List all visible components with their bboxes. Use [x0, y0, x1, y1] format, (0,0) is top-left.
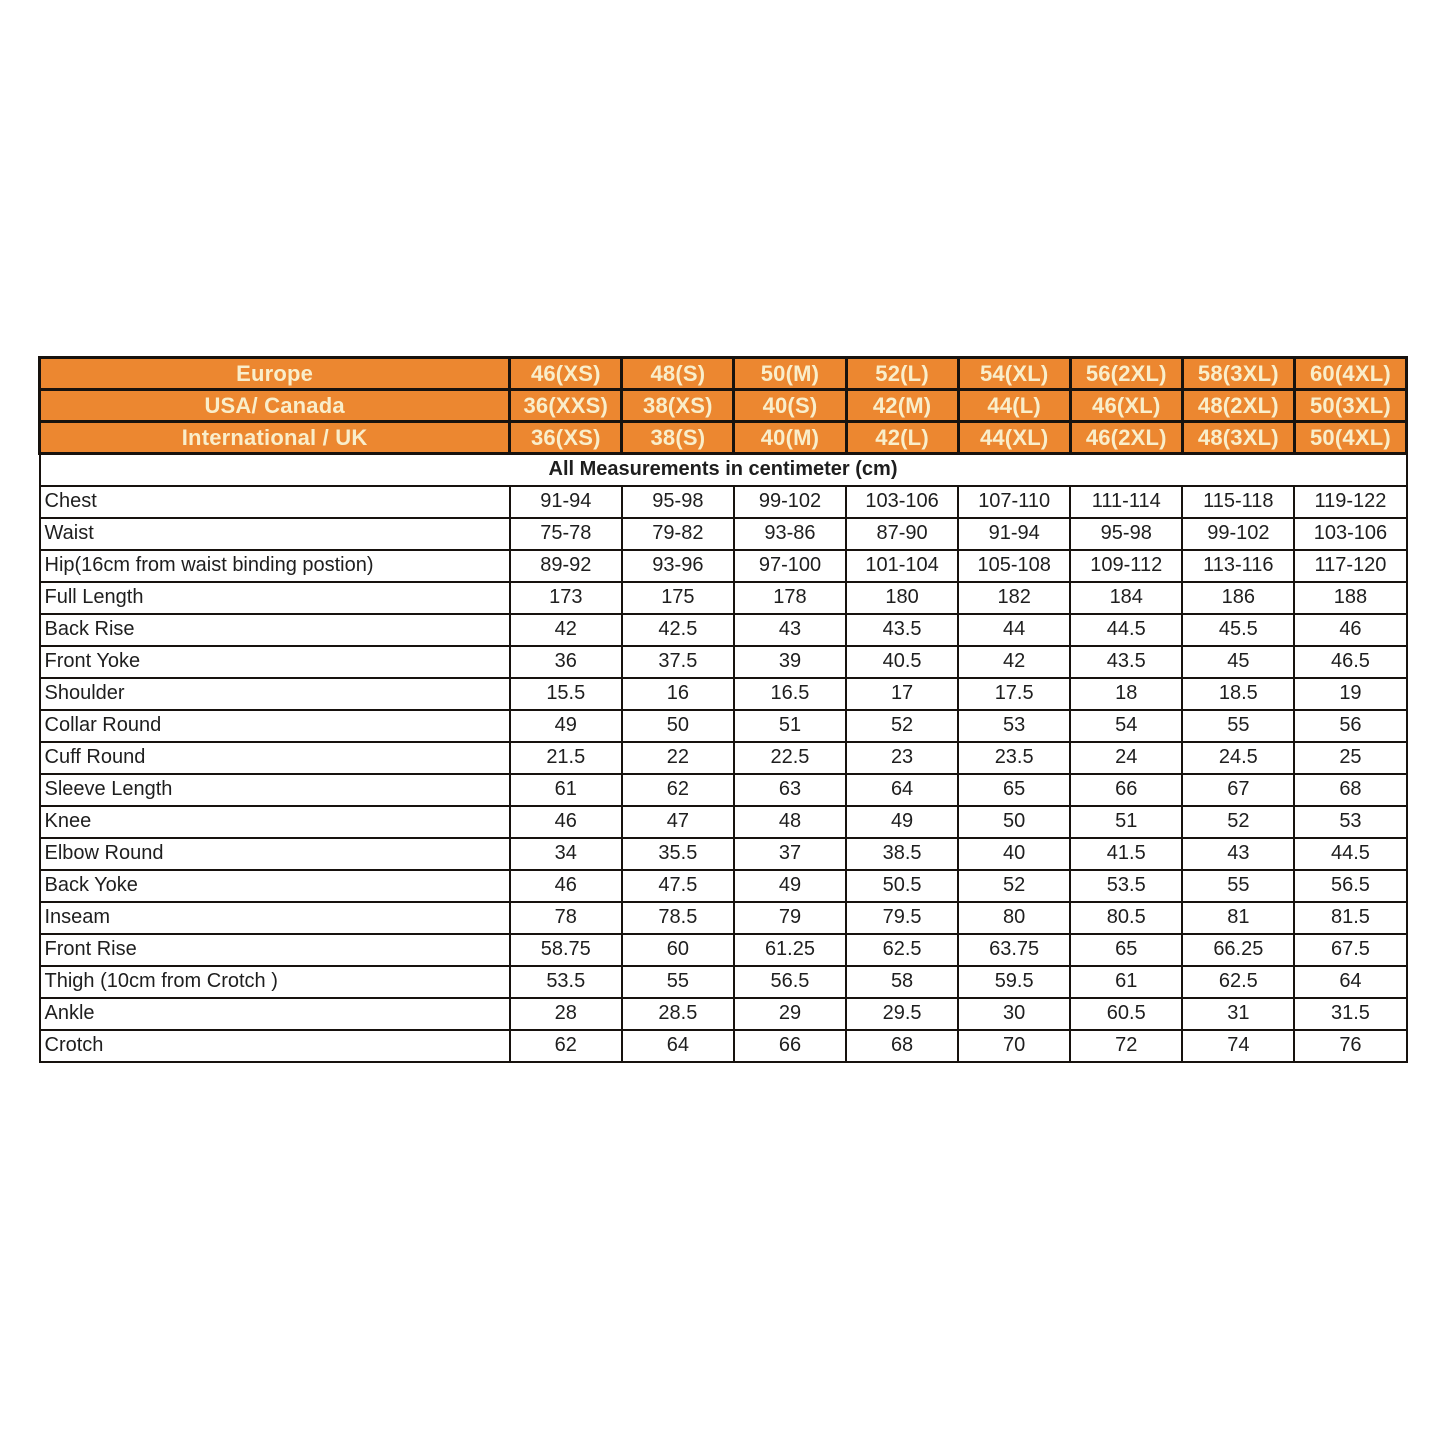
- measurement-row: [40, 518, 1407, 550]
- measurement-value: 55: [1182, 710, 1294, 742]
- measurement-value: 61: [510, 774, 622, 806]
- measurement-value: 35.5: [622, 838, 734, 870]
- measurement-value: 25: [1294, 742, 1406, 774]
- measurement-value: 105-108: [958, 550, 1070, 582]
- measurement-value: 43.5: [846, 614, 958, 646]
- measurement-value: 58.75: [510, 934, 622, 966]
- measurement-value: 30: [958, 998, 1070, 1030]
- measurement-value: 95-98: [1070, 518, 1182, 550]
- measurement-value: 119-122: [1294, 486, 1406, 518]
- measurement-value: 44.5: [1294, 838, 1406, 870]
- measurement-value: 68: [846, 1030, 958, 1062]
- measurement-value: 40: [958, 838, 1070, 870]
- measurement-value: 66: [734, 1030, 846, 1062]
- measurement-value: 46: [510, 870, 622, 902]
- measurement-value: 37.5: [622, 646, 734, 678]
- size-cell: 48(2XL): [1182, 390, 1294, 422]
- measurement-value: 79.5: [846, 902, 958, 934]
- measurement-value: 29: [734, 998, 846, 1030]
- measurement-value: 173: [510, 582, 622, 614]
- measurement-value: 91-94: [958, 518, 1070, 550]
- size-cell: 46(XL): [1070, 390, 1182, 422]
- measurement-label: Crotch: [40, 1030, 510, 1062]
- measurement-value: 81.5: [1294, 902, 1406, 934]
- measurement-value: 99-102: [734, 486, 846, 518]
- measurement-value: 51: [734, 710, 846, 742]
- size-cell: 48(S): [622, 358, 734, 390]
- measurement-value: 36: [510, 646, 622, 678]
- measurement-value: 79: [734, 902, 846, 934]
- measurement-row: [40, 1030, 1407, 1062]
- measurement-value: 97-100: [734, 550, 846, 582]
- measurement-value: 52: [958, 870, 1070, 902]
- size-cell: 52(L): [846, 358, 958, 390]
- measurement-value: 18.5: [1182, 678, 1294, 710]
- measurement-value: 111-114: [1070, 486, 1182, 518]
- measurement-label: Sleeve Length: [40, 774, 510, 806]
- size-cell: 36(XXS): [510, 390, 622, 422]
- measurement-row: [40, 966, 1407, 998]
- size-cell: 50(4XL): [1294, 422, 1406, 454]
- measurement-value: 91-94: [510, 486, 622, 518]
- size-cell: 42(L): [846, 422, 958, 454]
- measurement-value: 23: [846, 742, 958, 774]
- measurement-label: Chest: [40, 486, 510, 518]
- measurement-value: 62.5: [846, 934, 958, 966]
- size-system-label: USA/ Canada: [40, 390, 510, 422]
- measurement-row: [40, 710, 1407, 742]
- measurement-value: 53.5: [510, 966, 622, 998]
- measurement-value: 37: [734, 838, 846, 870]
- measurement-value: 53: [958, 710, 1070, 742]
- measurement-value: 99-102: [1182, 518, 1294, 550]
- measurement-value: 58: [846, 966, 958, 998]
- measurement-value: 186: [1182, 582, 1294, 614]
- measurement-value: 43: [734, 614, 846, 646]
- measurement-row: [40, 742, 1407, 774]
- measurement-value: 31.5: [1294, 998, 1406, 1030]
- measurement-value: 42: [510, 614, 622, 646]
- measurement-label: Elbow Round: [40, 838, 510, 870]
- measurement-value: 180: [846, 582, 958, 614]
- measurement-value: 43.5: [1070, 646, 1182, 678]
- measurement-value: 45: [1182, 646, 1294, 678]
- measurement-value: 50: [622, 710, 734, 742]
- measurement-value: 45.5: [1182, 614, 1294, 646]
- measurement-value: 56: [1294, 710, 1406, 742]
- measurement-value: 61: [1070, 966, 1182, 998]
- measurement-value: 50.5: [846, 870, 958, 902]
- measurement-value: 16.5: [734, 678, 846, 710]
- measurement-value: 80: [958, 902, 1070, 934]
- measurement-value: 17: [846, 678, 958, 710]
- measurement-value: 28.5: [622, 998, 734, 1030]
- size-cell: 44(XL): [958, 422, 1070, 454]
- size-cell: 36(XS): [510, 422, 622, 454]
- measurement-value: 31: [1182, 998, 1294, 1030]
- measurement-label: Full Length: [40, 582, 510, 614]
- measurement-value: 53: [1294, 806, 1406, 838]
- measurement-value: 93-96: [622, 550, 734, 582]
- measurement-value: 47.5: [622, 870, 734, 902]
- measurement-value: 87-90: [846, 518, 958, 550]
- measurement-value: 117-120: [1294, 550, 1406, 582]
- size-system-row: [40, 390, 1407, 422]
- measurement-row: [40, 486, 1407, 518]
- measurement-row: [40, 838, 1407, 870]
- measurement-row: [40, 774, 1407, 806]
- size-cell: 48(3XL): [1182, 422, 1294, 454]
- measurement-label: Front Rise: [40, 934, 510, 966]
- measurement-value: 21.5: [510, 742, 622, 774]
- measurement-value: 50: [958, 806, 1070, 838]
- size-cell: 50(M): [734, 358, 846, 390]
- size-cell: 46(XS): [510, 358, 622, 390]
- measurement-label: Back Yoke: [40, 870, 510, 902]
- measurement-value: 175: [622, 582, 734, 614]
- measurement-unit-note: All Measurements in centimeter (cm): [40, 454, 1407, 486]
- measurement-value: 103-106: [1294, 518, 1406, 550]
- measurement-value: 41.5: [1070, 838, 1182, 870]
- size-system-label: International / UK: [40, 422, 510, 454]
- measurement-value: 64: [622, 1030, 734, 1062]
- measurement-value: 17.5: [958, 678, 1070, 710]
- measurement-value: 56.5: [1294, 870, 1406, 902]
- measurement-value: 89-92: [510, 550, 622, 582]
- size-cell: 40(M): [734, 422, 846, 454]
- size-cell: 54(XL): [958, 358, 1070, 390]
- measurement-value: 72: [1070, 1030, 1182, 1062]
- measurement-value: 66: [1070, 774, 1182, 806]
- measurement-value: 74: [1182, 1030, 1294, 1062]
- measurement-value: 43: [1182, 838, 1294, 870]
- measurement-label: Waist: [40, 518, 510, 550]
- size-cell: 44(L): [958, 390, 1070, 422]
- measurement-row: [40, 806, 1407, 838]
- measurement-value: 178: [734, 582, 846, 614]
- measurement-value: 15.5: [510, 678, 622, 710]
- measurement-value: 65: [958, 774, 1070, 806]
- measurement-label: Cuff Round: [40, 742, 510, 774]
- size-cell: 58(3XL): [1182, 358, 1294, 390]
- measurement-value: 67: [1182, 774, 1294, 806]
- size-cell: 38(S): [622, 422, 734, 454]
- measurement-value: 54: [1070, 710, 1182, 742]
- measurement-value: 60.5: [1070, 998, 1182, 1030]
- measurement-value: 78.5: [622, 902, 734, 934]
- measurement-value: 44.5: [1070, 614, 1182, 646]
- measurement-value: 46.5: [1294, 646, 1406, 678]
- measurement-value: 81: [1182, 902, 1294, 934]
- size-cell: 40(S): [734, 390, 846, 422]
- measurement-value: 68: [1294, 774, 1406, 806]
- measurement-value: 115-118: [1182, 486, 1294, 518]
- size-cell: 46(2XL): [1070, 422, 1182, 454]
- measurement-label: Ankle: [40, 998, 510, 1030]
- measurement-value: 78: [510, 902, 622, 934]
- measurement-value: 63.75: [958, 934, 1070, 966]
- measurement-value: 16: [622, 678, 734, 710]
- measurement-value: 42: [958, 646, 1070, 678]
- measurement-label: Shoulder: [40, 678, 510, 710]
- measurement-value: 103-106: [846, 486, 958, 518]
- size-cell: 56(2XL): [1070, 358, 1182, 390]
- measurement-value: 34: [510, 838, 622, 870]
- measurement-value: 55: [622, 966, 734, 998]
- measurement-value: 63: [734, 774, 846, 806]
- measurement-value: 60: [622, 934, 734, 966]
- measurement-value: 29.5: [846, 998, 958, 1030]
- measurement-value: 47: [622, 806, 734, 838]
- measurement-value: 49: [510, 710, 622, 742]
- measurement-value: 46: [1294, 614, 1406, 646]
- measurement-value: 61.25: [734, 934, 846, 966]
- measurement-value: 24.5: [1182, 742, 1294, 774]
- measurement-value: 101-104: [846, 550, 958, 582]
- measurement-value: 95-98: [622, 486, 734, 518]
- measurement-value: 48: [734, 806, 846, 838]
- size-cell: 50(3XL): [1294, 390, 1406, 422]
- measurement-value: 56.5: [734, 966, 846, 998]
- measurement-value: 188: [1294, 582, 1406, 614]
- size-cell: 60(4XL): [1294, 358, 1406, 390]
- measurement-value: 59.5: [958, 966, 1070, 998]
- measurement-value: 62: [510, 1030, 622, 1062]
- measurement-row: [40, 902, 1407, 934]
- size-cell: 38(XS): [622, 390, 734, 422]
- size-system-label: Europe: [40, 358, 510, 390]
- measurement-row: [40, 646, 1407, 678]
- measurement-value: 64: [846, 774, 958, 806]
- measurement-label: Front Yoke: [40, 646, 510, 678]
- measurement-label: Collar Round: [40, 710, 510, 742]
- measurement-value: 184: [1070, 582, 1182, 614]
- measurement-value: 113-116: [1182, 550, 1294, 582]
- measurement-value: 80.5: [1070, 902, 1182, 934]
- measurement-value: 107-110: [958, 486, 1070, 518]
- measurement-row: [40, 934, 1407, 966]
- measurement-value: 38.5: [846, 838, 958, 870]
- measurement-row: [40, 582, 1407, 614]
- measurement-value: 182: [958, 582, 1070, 614]
- measurement-label: Inseam: [40, 902, 510, 934]
- measurement-value: 67.5: [1294, 934, 1406, 966]
- measurement-value: 49: [734, 870, 846, 902]
- measurement-value: 49: [846, 806, 958, 838]
- measurement-value: 62.5: [1182, 966, 1294, 998]
- measurement-value: 62: [622, 774, 734, 806]
- measurement-value: 93-86: [734, 518, 846, 550]
- size-chart-table: [38, 356, 1408, 1063]
- measurement-value: 19: [1294, 678, 1406, 710]
- size-system-row: [40, 422, 1407, 454]
- measurement-row: [40, 678, 1407, 710]
- measurement-value: 42.5: [622, 614, 734, 646]
- measurement-value: 28: [510, 998, 622, 1030]
- measurement-label: Back Rise: [40, 614, 510, 646]
- measurement-value: 55: [1182, 870, 1294, 902]
- size-system-row: [40, 358, 1407, 390]
- measurement-value: 23.5: [958, 742, 1070, 774]
- measurement-value: 40.5: [846, 646, 958, 678]
- measurement-value: 18: [1070, 678, 1182, 710]
- measurement-value: 44: [958, 614, 1070, 646]
- measurement-value: 65: [1070, 934, 1182, 966]
- measurement-value: 51: [1070, 806, 1182, 838]
- measurement-row: [40, 614, 1407, 646]
- measurement-label: Hip(16cm from waist binding postion): [40, 550, 510, 582]
- measurement-value: 66.25: [1182, 934, 1294, 966]
- unit-note-row: [40, 454, 1407, 486]
- measurement-value: 52: [1182, 806, 1294, 838]
- measurement-label: Thigh (10cm from Crotch ): [40, 966, 510, 998]
- measurement-value: 109-112: [1070, 550, 1182, 582]
- measurement-value: 24: [1070, 742, 1182, 774]
- measurement-label: Knee: [40, 806, 510, 838]
- measurement-value: 39: [734, 646, 846, 678]
- measurement-value: 70: [958, 1030, 1070, 1062]
- measurement-value: 22: [622, 742, 734, 774]
- measurement-value: 46: [510, 806, 622, 838]
- size-cell: 42(M): [846, 390, 958, 422]
- measurement-value: 52: [846, 710, 958, 742]
- measurement-row: [40, 870, 1407, 902]
- measurement-value: 22.5: [734, 742, 846, 774]
- measurement-value: 76: [1294, 1030, 1406, 1062]
- measurement-value: 79-82: [622, 518, 734, 550]
- measurement-row: [40, 998, 1407, 1030]
- measurement-value: 64: [1294, 966, 1406, 998]
- measurement-row: [40, 550, 1407, 582]
- measurement-value: 53.5: [1070, 870, 1182, 902]
- measurement-value: 75-78: [510, 518, 622, 550]
